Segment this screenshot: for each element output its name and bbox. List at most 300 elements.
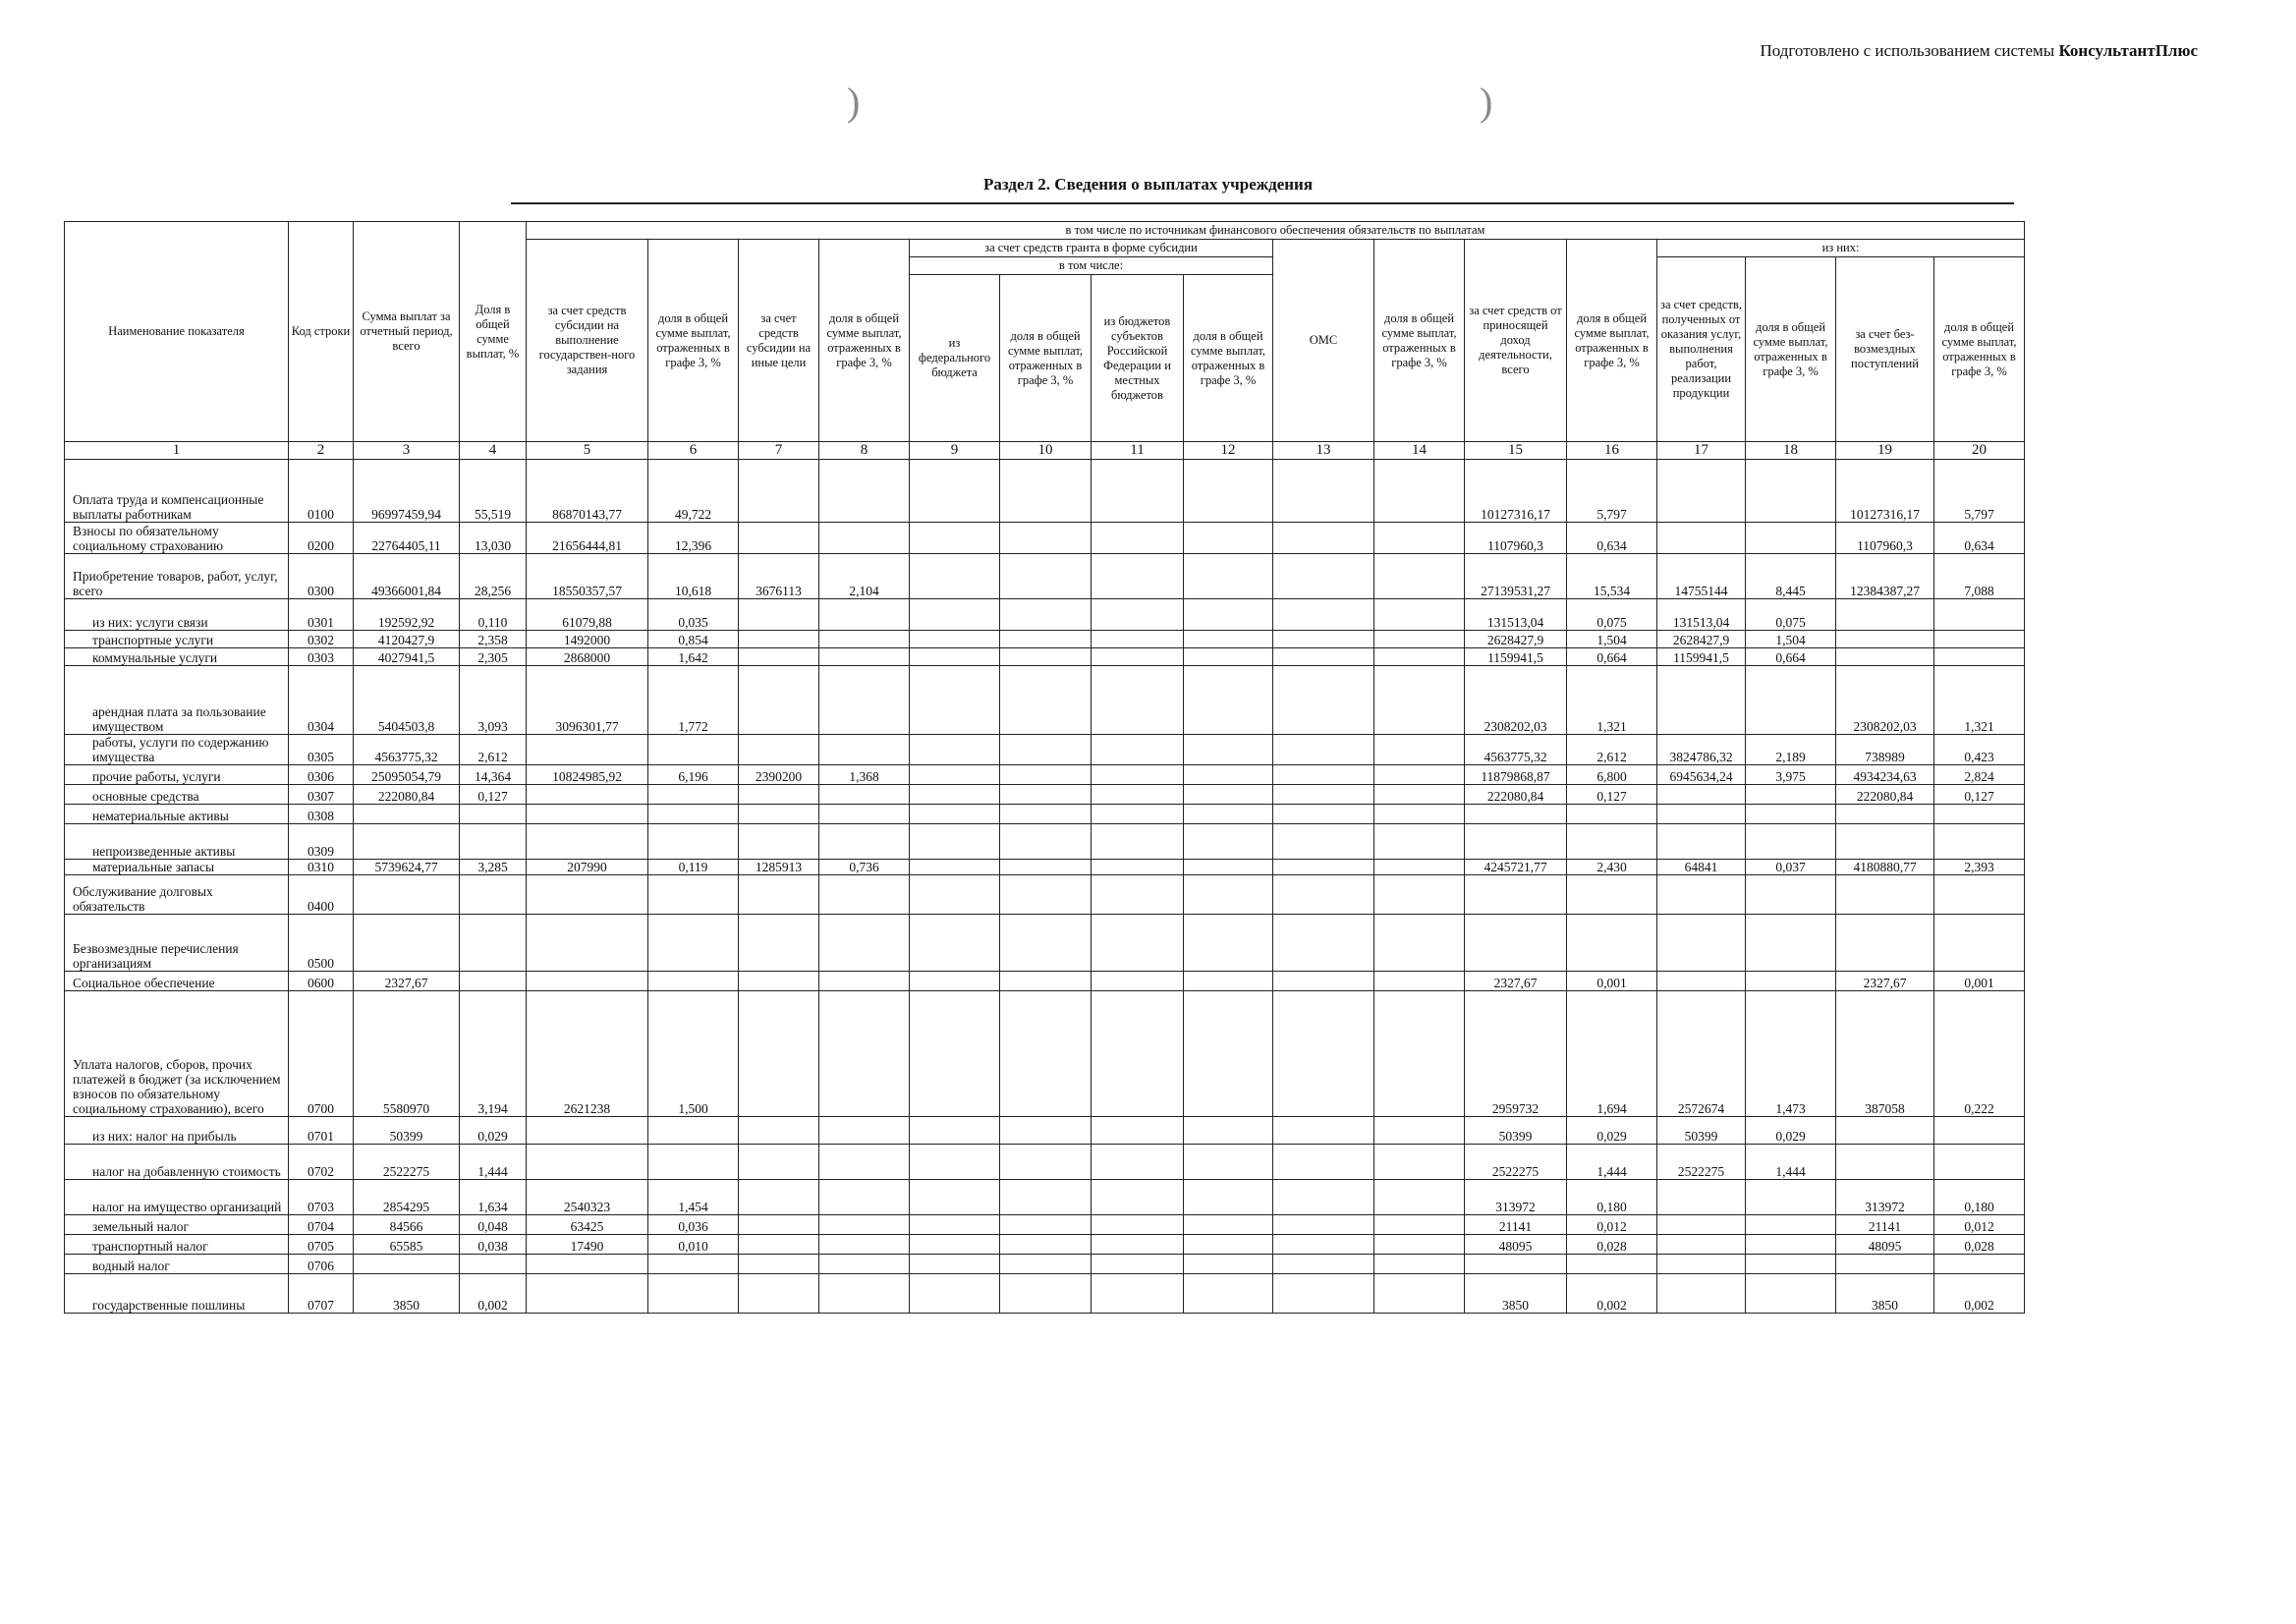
- cell-c19: 1107960,3: [1836, 523, 1934, 554]
- cell-c3: 222080,84: [354, 785, 460, 805]
- cell-c13: [1273, 666, 1374, 735]
- table-row: [65, 805, 2025, 824]
- cell-c19: 313972: [1836, 1180, 1934, 1215]
- cell-c12: [1184, 735, 1273, 765]
- cell-c10: [1000, 631, 1092, 648]
- cell-c16: 1,694: [1567, 991, 1657, 1117]
- cell-c15: 10127316,17: [1465, 460, 1567, 523]
- cell-c9: [910, 972, 1000, 991]
- header-name: Наименование показателя: [65, 222, 289, 442]
- cell-c14: [1374, 785, 1465, 805]
- cell-c8: [819, 991, 910, 1117]
- cell-c4: 0,038: [460, 1235, 527, 1255]
- column-number: 20: [1934, 442, 2025, 460]
- table-row: [65, 972, 2025, 991]
- scan-mark: ): [1480, 80, 1493, 124]
- cell-c17: 2522275: [1657, 1145, 1746, 1180]
- row-code: 0705: [289, 1235, 354, 1255]
- column-number: 14: [1374, 442, 1465, 460]
- table-row: [65, 631, 2025, 648]
- cell-c8: [819, 648, 910, 666]
- cell-c3: [354, 824, 460, 860]
- cell-c8: [819, 599, 910, 631]
- cell-c16: 5,797: [1567, 460, 1657, 523]
- row-code: 0303: [289, 648, 354, 666]
- cell-c14: [1374, 648, 1465, 666]
- row-name: транспортные услуги: [65, 631, 289, 648]
- cell-c8: [819, 915, 910, 972]
- cell-c17: 64841: [1657, 860, 1746, 875]
- cell-c19: 10127316,17: [1836, 460, 1934, 523]
- cell-c8: [819, 735, 910, 765]
- cell-c12: [1184, 1117, 1273, 1145]
- cell-c13: [1273, 631, 1374, 648]
- cell-c6: 0,035: [648, 599, 739, 631]
- cell-c20: 1,321: [1934, 666, 2025, 735]
- cell-c7: [739, 1255, 819, 1274]
- cell-c6: 1,772: [648, 666, 739, 735]
- cell-c7: [739, 824, 819, 860]
- cell-c11: [1092, 1274, 1184, 1314]
- cell-c11: [1092, 666, 1184, 735]
- cell-c20: 0,012: [1934, 1215, 2025, 1235]
- cell-c4: 0,029: [460, 1117, 527, 1145]
- cell-c15: [1465, 824, 1567, 860]
- cell-c13: [1273, 1117, 1374, 1145]
- cell-c7: [739, 805, 819, 824]
- row-name: Взносы по обязательному социальному страхованию: [65, 523, 289, 554]
- cell-c10: [1000, 1255, 1092, 1274]
- cell-c4: 13,030: [460, 523, 527, 554]
- header-grant: за счет средств гранта в форме субсидии: [910, 240, 1273, 257]
- cell-c20: 0,423: [1934, 735, 2025, 765]
- row-code: 0308: [289, 805, 354, 824]
- cell-c18: 8,445: [1746, 554, 1836, 599]
- cell-c17: 2628427,9: [1657, 631, 1746, 648]
- header-rule: [511, 202, 2014, 204]
- cell-c7: [739, 1145, 819, 1180]
- cell-c17: 50399: [1657, 1117, 1746, 1145]
- cell-c3: 4563775,32: [354, 735, 460, 765]
- cell-c10: [1000, 523, 1092, 554]
- cell-c11: [1092, 915, 1184, 972]
- column-number: 1: [65, 442, 289, 460]
- cell-c4: 0,048: [460, 1215, 527, 1235]
- header-c14: доля в общей сумме выплат, отраженных в графе 3, %: [1374, 240, 1465, 442]
- cell-c17: [1657, 785, 1746, 805]
- cell-c20: 0,002: [1934, 1274, 2025, 1314]
- table-row: [65, 765, 2025, 785]
- cell-c10: [1000, 805, 1092, 824]
- cell-c13: [1273, 860, 1374, 875]
- cell-c15: 3850: [1465, 1274, 1567, 1314]
- cell-c5: [527, 805, 648, 824]
- cell-c15: 48095: [1465, 1235, 1567, 1255]
- header-c10: доля в общей сумме выплат, отраженных в графе 3, %: [1000, 275, 1092, 442]
- cell-c15: [1465, 805, 1567, 824]
- cell-c12: [1184, 666, 1273, 735]
- cell-c5: 86870143,77: [527, 460, 648, 523]
- cell-c12: [1184, 785, 1273, 805]
- cell-c8: [819, 875, 910, 915]
- cell-c6: 49,722: [648, 460, 739, 523]
- header-c11: из бюджетов субъектов Российской Федерации и местных бюджетов: [1092, 275, 1184, 442]
- cell-c9: [910, 666, 1000, 735]
- cell-c14: [1374, 1117, 1465, 1145]
- cell-c5: 2621238: [527, 991, 648, 1117]
- cell-c11: [1092, 860, 1184, 875]
- cell-c14: [1374, 1180, 1465, 1215]
- header-incl: в том числе:: [910, 257, 1273, 275]
- column-number: 8: [819, 442, 910, 460]
- cell-c12: [1184, 915, 1273, 972]
- cell-c19: 738989: [1836, 735, 1934, 765]
- cell-c17: [1657, 460, 1746, 523]
- cell-c12: [1184, 631, 1273, 648]
- cell-c12: [1184, 991, 1273, 1117]
- cell-c20: 0,127: [1934, 785, 2025, 805]
- cell-c14: [1374, 991, 1465, 1117]
- cell-c14: [1374, 554, 1465, 599]
- cell-c19: [1836, 1255, 1934, 1274]
- header-total: Сумма выплат за отчетный период, всего: [354, 222, 460, 442]
- cell-c10: [1000, 915, 1092, 972]
- column-number: 19: [1836, 442, 1934, 460]
- cell-c19: 12384387,27: [1836, 554, 1934, 599]
- cell-c16: 0,634: [1567, 523, 1657, 554]
- column-number: 16: [1567, 442, 1657, 460]
- cell-c13: [1273, 972, 1374, 991]
- cell-c18: [1746, 1274, 1836, 1314]
- cell-c11: [1092, 1117, 1184, 1145]
- cell-c10: [1000, 666, 1092, 735]
- cell-c16: [1567, 1255, 1657, 1274]
- cell-c20: 2,824: [1934, 765, 2025, 785]
- row-code: 0100: [289, 460, 354, 523]
- cell-c11: [1092, 785, 1184, 805]
- table-row: [65, 735, 2025, 765]
- cell-c12: [1184, 1145, 1273, 1180]
- cell-c16: [1567, 915, 1657, 972]
- cell-c15: 2959732: [1465, 991, 1567, 1117]
- row-name: Оплата труда и компенсационные выплаты работникам: [65, 460, 289, 523]
- cell-c6: [648, 972, 739, 991]
- cell-c7: 3676113: [739, 554, 819, 599]
- cell-c4: 2,612: [460, 735, 527, 765]
- cell-c16: 0,075: [1567, 599, 1657, 631]
- cell-c8: [819, 972, 910, 991]
- cell-c4: 0,002: [460, 1274, 527, 1314]
- cell-c5: 18550357,57: [527, 554, 648, 599]
- cell-c18: 0,029: [1746, 1117, 1836, 1145]
- cell-c14: [1374, 523, 1465, 554]
- cell-c16: 6,800: [1567, 765, 1657, 785]
- cell-c9: [910, 1255, 1000, 1274]
- cell-c4: [460, 824, 527, 860]
- scan-mark: ): [847, 80, 861, 124]
- cell-c10: [1000, 1117, 1092, 1145]
- cell-c6: [648, 824, 739, 860]
- cell-c20: 0,634: [1934, 523, 2025, 554]
- cell-c18: 1,473: [1746, 991, 1836, 1117]
- cell-c6: 1,500: [648, 991, 739, 1117]
- cell-c13: [1273, 1180, 1374, 1215]
- cell-c12: [1184, 1255, 1273, 1274]
- column-number: 3: [354, 442, 460, 460]
- cell-c7: [739, 735, 819, 765]
- cell-c18: 1,504: [1746, 631, 1836, 648]
- cell-c5: 2540323: [527, 1180, 648, 1215]
- cell-c14: [1374, 1235, 1465, 1255]
- cell-c20: 0,001: [1934, 972, 2025, 991]
- cell-c9: [910, 648, 1000, 666]
- cell-c6: [648, 805, 739, 824]
- cell-c17: 6945634,24: [1657, 765, 1746, 785]
- header-of-them: из них:: [1657, 240, 2025, 257]
- header-c13: ОМС: [1273, 240, 1374, 442]
- cell-c17: [1657, 805, 1746, 824]
- cell-c14: [1374, 666, 1465, 735]
- cell-c13: [1273, 554, 1374, 599]
- row-name: непроизведенные активы: [65, 824, 289, 860]
- cell-c16: 0,002: [1567, 1274, 1657, 1314]
- cell-c19: 48095: [1836, 1235, 1934, 1255]
- cell-c4: 2,358: [460, 631, 527, 648]
- cell-c3: 50399: [354, 1117, 460, 1145]
- cell-c10: [1000, 599, 1092, 631]
- cell-c8: [819, 805, 910, 824]
- cell-c11: [1092, 460, 1184, 523]
- cell-c3: 25095054,79: [354, 765, 460, 785]
- row-name: арендная плата за пользование имуществом: [65, 666, 289, 735]
- cell-c15: 4245721,77: [1465, 860, 1567, 875]
- cell-c5: 63425: [527, 1215, 648, 1235]
- row-name: Приобретение товаров, работ, услуг, всего: [65, 554, 289, 599]
- cell-c6: 1,642: [648, 648, 739, 666]
- header-c16: доля в общей сумме выплат, отраженных в графе 3, %: [1567, 240, 1657, 442]
- cell-c14: [1374, 631, 1465, 648]
- cell-c9: [910, 875, 1000, 915]
- row-name: основные средства: [65, 785, 289, 805]
- header-share: Доля в общей сумме выплат, %: [460, 222, 527, 442]
- cell-c14: [1374, 915, 1465, 972]
- cell-c11: [1092, 1145, 1184, 1180]
- row-name: из них: налог на прибыль: [65, 1117, 289, 1145]
- cell-c14: [1374, 860, 1465, 875]
- cell-c16: 1,504: [1567, 631, 1657, 648]
- cell-c12: [1184, 599, 1273, 631]
- row-name: Обслуживание долговых обязательств: [65, 875, 289, 915]
- column-number: 18: [1746, 442, 1836, 460]
- row-name: нематериальные активы: [65, 805, 289, 824]
- cell-c20: 2,393: [1934, 860, 2025, 875]
- cell-c13: [1273, 915, 1374, 972]
- cell-c20: [1934, 824, 2025, 860]
- cell-c9: [910, 735, 1000, 765]
- cell-c13: [1273, 460, 1374, 523]
- cell-c8: 0,736: [819, 860, 910, 875]
- cell-c16: 2,430: [1567, 860, 1657, 875]
- cell-c12: [1184, 1235, 1273, 1255]
- cell-c16: 15,534: [1567, 554, 1657, 599]
- cell-c12: [1184, 648, 1273, 666]
- cell-c5: [527, 824, 648, 860]
- cell-c9: [910, 915, 1000, 972]
- cell-c10: [1000, 1215, 1092, 1235]
- row-code: 0703: [289, 1180, 354, 1215]
- cell-c7: [739, 631, 819, 648]
- row-name: коммунальные услуги: [65, 648, 289, 666]
- header-c20: доля в общей сумме выплат, отраженных в графе 3, %: [1934, 257, 2025, 442]
- row-name: государственные пошлины: [65, 1274, 289, 1314]
- cell-c11: [1092, 523, 1184, 554]
- cell-c16: 2,612: [1567, 735, 1657, 765]
- cell-c4: [460, 972, 527, 991]
- column-number: 9: [910, 442, 1000, 460]
- cell-c9: [910, 1274, 1000, 1314]
- cell-c17: [1657, 1255, 1746, 1274]
- cell-c8: [819, 666, 910, 735]
- cell-c8: [819, 1215, 910, 1235]
- cell-c11: [1092, 875, 1184, 915]
- cell-c12: [1184, 1215, 1273, 1235]
- cell-c5: [527, 915, 648, 972]
- cell-c17: 2572674: [1657, 991, 1746, 1117]
- cell-c17: [1657, 1274, 1746, 1314]
- cell-c20: 0,222: [1934, 991, 2025, 1117]
- cell-c17: 1159941,5: [1657, 648, 1746, 666]
- cell-c7: [739, 523, 819, 554]
- cell-c6: 0,854: [648, 631, 739, 648]
- cell-c8: [819, 1235, 910, 1255]
- table-row: [65, 860, 2025, 875]
- cell-c17: [1657, 1180, 1746, 1215]
- cell-c3: 4120427,9: [354, 631, 460, 648]
- cell-c16: [1567, 805, 1657, 824]
- cell-c13: [1273, 875, 1374, 915]
- row-name: Социальное обеспечение: [65, 972, 289, 991]
- cell-c13: [1273, 1255, 1374, 1274]
- cell-c7: [739, 1215, 819, 1235]
- table-row: [65, 1235, 2025, 1255]
- cell-c17: [1657, 915, 1746, 972]
- row-code: 0304: [289, 666, 354, 735]
- cell-c14: [1374, 824, 1465, 860]
- cell-c18: [1746, 875, 1836, 915]
- cell-c18: 0,664: [1746, 648, 1836, 666]
- row-name: земельный налог: [65, 1215, 289, 1235]
- cell-c19: [1836, 805, 1934, 824]
- column-number: 7: [739, 442, 819, 460]
- cell-c5: [527, 1274, 648, 1314]
- cell-c5: [527, 972, 648, 991]
- table-row: [65, 523, 2025, 554]
- cell-c20: [1934, 599, 2025, 631]
- cell-c9: [910, 631, 1000, 648]
- cell-c18: [1746, 785, 1836, 805]
- cell-c4: 3,194: [460, 991, 527, 1117]
- row-code: 0707: [289, 1274, 354, 1314]
- row-code: 0400: [289, 875, 354, 915]
- row-name: водный налог: [65, 1255, 289, 1274]
- cell-c15: 2327,67: [1465, 972, 1567, 991]
- cell-c17: [1657, 666, 1746, 735]
- cell-c11: [1092, 824, 1184, 860]
- cell-c13: [1273, 735, 1374, 765]
- column-number: 11: [1092, 442, 1184, 460]
- cell-c3: 192592,92: [354, 599, 460, 631]
- cell-c13: [1273, 805, 1374, 824]
- column-number: 4: [460, 442, 527, 460]
- cell-c5: [527, 785, 648, 805]
- cell-c4: 3,285: [460, 860, 527, 875]
- cell-c12: [1184, 1274, 1273, 1314]
- row-code: 0700: [289, 991, 354, 1117]
- cell-c15: [1465, 875, 1567, 915]
- row-code: 0300: [289, 554, 354, 599]
- row-name: работы, услуги по содержанию имущества: [65, 735, 289, 765]
- cell-c13: [1273, 1235, 1374, 1255]
- cell-c17: [1657, 1215, 1746, 1235]
- row-name: налог на добавленную стоимость: [65, 1145, 289, 1180]
- cell-c7: [739, 460, 819, 523]
- cell-c9: [910, 860, 1000, 875]
- cell-c3: [354, 875, 460, 915]
- cell-c3: 65585: [354, 1235, 460, 1255]
- cell-c9: [910, 460, 1000, 523]
- cell-c18: [1746, 1255, 1836, 1274]
- cell-c4: 0,127: [460, 785, 527, 805]
- cell-c6: [648, 735, 739, 765]
- cell-c19: 3850: [1836, 1274, 1934, 1314]
- cell-c10: [1000, 765, 1092, 785]
- table-row: [65, 1180, 2025, 1215]
- row-code: 0309: [289, 824, 354, 860]
- cell-c20: [1934, 1255, 2025, 1274]
- cell-c19: [1836, 915, 1934, 972]
- cell-c16: 0,127: [1567, 785, 1657, 805]
- cell-c12: [1184, 972, 1273, 991]
- cell-c18: [1746, 1180, 1836, 1215]
- cell-c14: [1374, 1145, 1465, 1180]
- cell-c14: [1374, 875, 1465, 915]
- cell-c8: 2,104: [819, 554, 910, 599]
- cell-c12: [1184, 860, 1273, 875]
- cell-c9: [910, 1180, 1000, 1215]
- cell-c19: [1836, 648, 1934, 666]
- cell-c10: [1000, 991, 1092, 1117]
- cell-c19: 387058: [1836, 991, 1934, 1117]
- cell-c5: [527, 1117, 648, 1145]
- cell-c5: 2868000: [527, 648, 648, 666]
- cell-c18: 2,189: [1746, 735, 1836, 765]
- cell-c10: [1000, 1235, 1092, 1255]
- header-c8: доля в общей сумме выплат, отраженных в графе 3, %: [819, 240, 910, 442]
- cell-c5: 1492000: [527, 631, 648, 648]
- table-row: [65, 875, 2025, 915]
- cell-c9: [910, 1145, 1000, 1180]
- cell-c20: [1934, 875, 2025, 915]
- cell-c5: 21656444,81: [527, 523, 648, 554]
- table-row: [65, 666, 2025, 735]
- cell-c20: [1934, 1117, 2025, 1145]
- header-c5: за счет средств субсидии на выполнение государствен-ного задания: [527, 240, 648, 442]
- cell-c14: [1374, 765, 1465, 785]
- cell-c7: [739, 785, 819, 805]
- row-code: 0306: [289, 765, 354, 785]
- cell-c12: [1184, 805, 1273, 824]
- cell-c11: [1092, 735, 1184, 765]
